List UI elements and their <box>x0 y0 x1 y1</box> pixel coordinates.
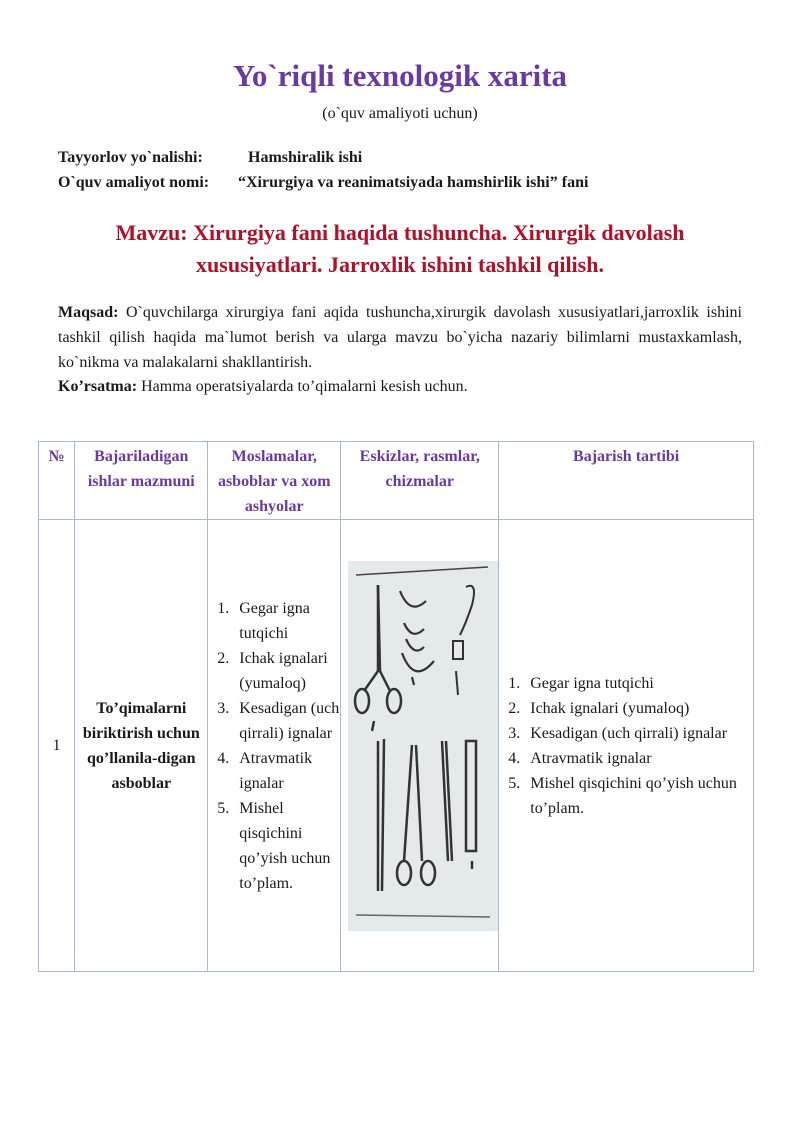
row-sketch <box>341 520 499 972</box>
list-item: 1. Gegar igna tutqichi <box>508 674 654 692</box>
list-item: 3. Kesadigan (uch qirrali) ignalar <box>508 724 728 742</box>
info-line-direction <box>58 149 362 167</box>
list-item: 3. Kesadigan (uch qirrali) ignalar <box>217 699 340 742</box>
list-item: 5. Mishel qisqichini qo’yish uchun to’plam. <box>508 774 737 817</box>
header-sketches: Eskizlar, rasmlar, chizmalar <box>341 442 499 520</box>
surgical-instruments-photo <box>348 561 498 931</box>
list-item: 2. Ichak ignalari (yumaloq) <box>508 699 690 717</box>
goal-text: O`quvchilarga xirurgiya fani aqida tushuncha,xirurgik davolash xususiyatlari,jarroxlik ishini tashkil qilish haqida ma`lumot berish va ularga mavzu bo`yicha nazariy bilimlarni mustaxkamlash, ko`nikma va malakalarni shakllantirish. <box>58 304 742 371</box>
topic-line: Mavzu: Xirurgiya fani haqida tushuncha. Xirurgik davolash <box>115 220 685 245</box>
header-tools: Moslamalar, asboblar va xom ashyolar <box>208 442 341 520</box>
goal-label: Maqsad: <box>58 304 119 321</box>
row-tools <box>208 520 341 972</box>
instruments-illustration <box>348 561 498 931</box>
topic-heading <box>60 217 740 281</box>
goal-paragraph <box>58 300 742 375</box>
row-task: To’qimalarni biriktirish uchun qo’llanila-digan asboblar <box>75 520 208 972</box>
table-row <box>39 520 754 972</box>
hint-label: Ko’rsatma: <box>58 378 138 395</box>
steps-list <box>505 671 753 821</box>
header-number: № <box>39 442 75 520</box>
list-item: 4. Atravmatik ignalar <box>508 749 652 767</box>
row-procedure <box>499 520 754 972</box>
info-value: “Xirurgiya va reanimatsiyada hamshirlik ishi” fani <box>238 174 589 191</box>
list-item: 4. Atravmatik ignalar <box>217 749 313 792</box>
row-number: 1 <box>39 520 75 972</box>
hint-text: Hamma operatsiyalarda to’qimalarni kesish uchun. <box>141 378 468 395</box>
list-item: 5. Mishel qisqichini qo’yish uchun to’plam. <box>217 799 331 892</box>
header-tasks: Bajariladigan ishlar mazmuni <box>75 442 208 520</box>
list-item: 1. Gegar igna tutqichi <box>217 599 310 642</box>
info-label: Tayyorlov yo`nalishi: <box>58 149 203 166</box>
hint-paragraph <box>58 374 468 399</box>
topic-line: xususiyatlari. Jarroxlik ishini tashkil qilish. <box>196 252 604 277</box>
tools-list <box>214 596 340 896</box>
list-item: 2. Ichak ignalari (yumaloq) <box>217 649 328 692</box>
info-line-practice <box>58 174 588 192</box>
page-subtitle: (o`quv amaliyoti uchun) <box>322 105 478 122</box>
tech-map-table <box>38 441 754 972</box>
table-header-row <box>39 442 754 520</box>
info-label: O`quv amaliyot nomi: <box>58 174 210 191</box>
page-title: Yo`riqli texnologik xarita <box>232 58 568 93</box>
info-value: Hamshiralik ishi <box>248 149 363 166</box>
header-procedure: Bajarish tartibi <box>499 442 754 520</box>
